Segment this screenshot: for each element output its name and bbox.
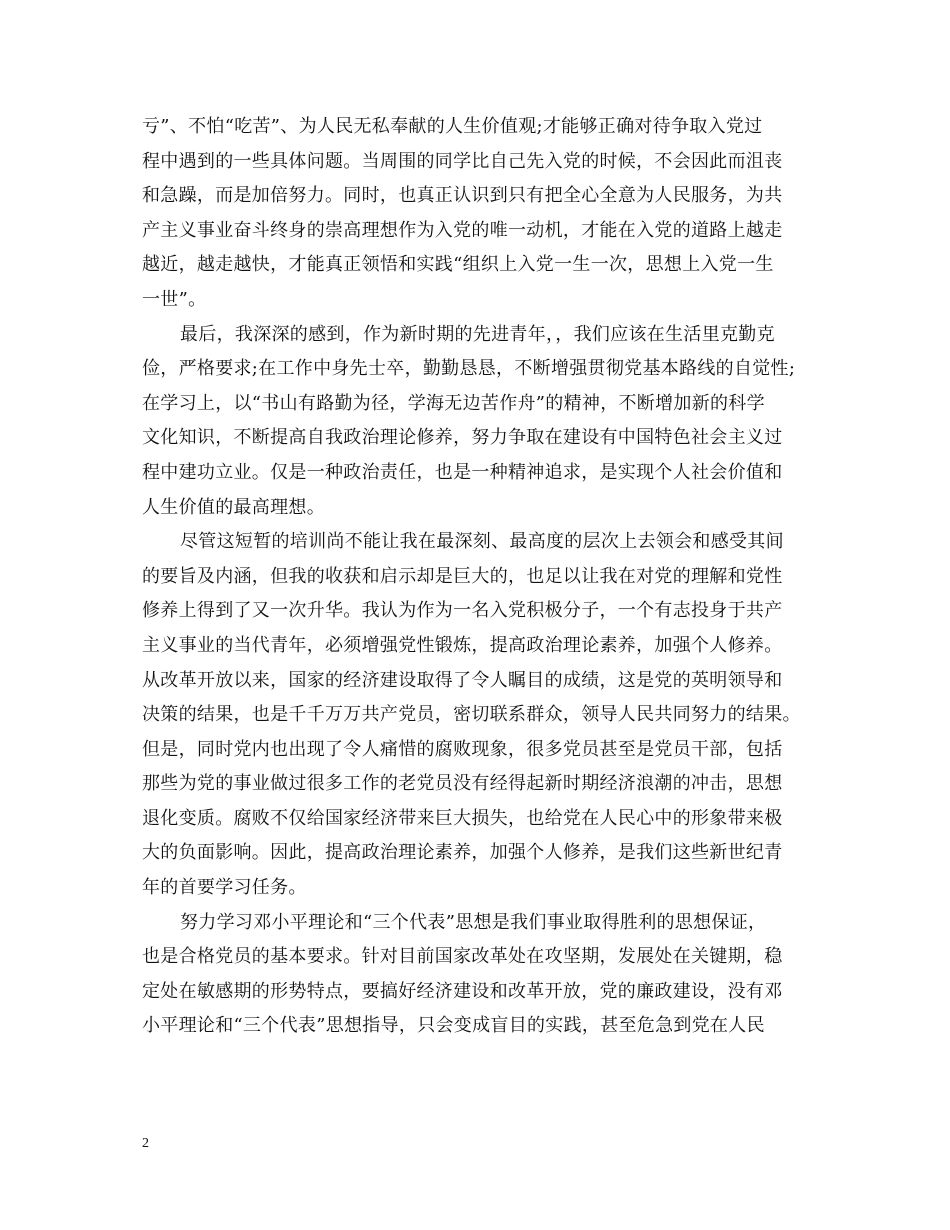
paragraph-2 <box>142 318 812 526</box>
text-line: 主义事业的当代青年，必须增强党性锻炼，提高政治理论素养，加强个人修养。 <box>142 634 783 656</box>
text-line: 文化知识，不断提高自我政治理论修养，努力争取在建设有中国特色社会主义过 <box>142 427 783 449</box>
text-line: 尽管这短暂的培训尚不能让我在最深刻、最高度的层次上去领会和感受其间 <box>180 531 784 553</box>
text-line: 修养上得到了又一次升华。我认为作为一名入党积极分子，一个有志投身于共产 <box>142 600 783 622</box>
page-number: 2 <box>142 1136 149 1151</box>
text-line: 在学习上，以“书山有路勤为径，学海无边苦作舟”的精神，不断增加新的科学 <box>142 392 765 414</box>
text-line: 亏”、不怕“吃苦”、为人民无私奉献的人生价值观;才能够正确对待争取入党过 <box>142 116 763 137</box>
text-line: 从改革开放以来，国家的经济建设取得了令人瞩目的成绩，这是党的英明领导和 <box>142 669 783 691</box>
text-line: 程中建功立业。仅是一种政治责任，也是一种精神追求，是实现个人社会价值和 <box>142 461 783 483</box>
text-line: 最后，我深深的感到，作为新时期的先进青年，，我们应该在生活里克勤克 <box>180 323 775 345</box>
text-line: 退化变质。腐败不仅给国家经济带来巨大损失，也给党在人民心中的形象带来极 <box>142 807 783 829</box>
text-line: 程中遇到的一些具体问题。当周围的同学比自己先入党的时候，不会因此而沮丧 <box>142 150 783 172</box>
text-line: 俭，严格要求;在工作中身先士卒，勤勤恳恳，不断增强贯彻党基本路线的自觉性; <box>142 358 796 380</box>
text-line: 的要旨及内涵，但我的收获和启示却是巨大的，也足以让我在对党的理解和党性 <box>142 565 783 587</box>
paragraph-3 <box>142 525 812 906</box>
text-line: 努力学习邓小平理论和“三个代表”思想是我们事业取得胜利的思想保证， <box>180 911 767 933</box>
text-line: 产主义事业奋斗终身的崇高理想作为入党的唯一动机，才能在入党的道路上越走 <box>142 219 783 241</box>
text-line: 人生价值的最高理想。 <box>142 496 325 518</box>
text-line: 年的首要学习任务。 <box>142 877 307 899</box>
text-line: 小平理论和“三个代表”思想指导，只会变成盲目的实践，甚至危急到党在人民 <box>142 1015 765 1037</box>
paragraph-4 <box>142 906 812 1044</box>
document-body <box>142 110 812 1044</box>
text-line: 那些为党的事业做过很多工作的老党员没有经得起新时期经济浪潮的冲击，思想 <box>142 773 783 795</box>
text-line: 但是，同时党内也出现了令人痛惜的腐败现象，很多党员甚至是党员干部，包括 <box>142 738 783 760</box>
text-line: 也是合格党员的基本要求。针对目前国家改革处在攻坚期，发展处在关键期，稳 <box>142 946 783 968</box>
text-line: 和急躁，而是加倍努力。同时，也真正认识到只有把全心全意为人民服务，为共 <box>142 185 783 207</box>
paragraph-1 <box>142 110 812 318</box>
text-line: 一世”。 <box>142 288 207 310</box>
text-line: 越近，越走越快，才能真正领悟和实践“组织上入党一生一次，思想上入党一生 <box>142 254 774 276</box>
text-line: 决策的结果，也是千千万万共产党员，密切联系群众，领导人民共同努力的结果。 <box>142 704 801 726</box>
text-line: 定处在敏感期的形势特点，要搞好经济建设和改革开放，党的廉政建设，没有邓 <box>142 980 783 1002</box>
text-line: 大的负面影响。因此，提高政治理论素养，加强个人修养，是我们这些新世纪青 <box>142 842 783 864</box>
